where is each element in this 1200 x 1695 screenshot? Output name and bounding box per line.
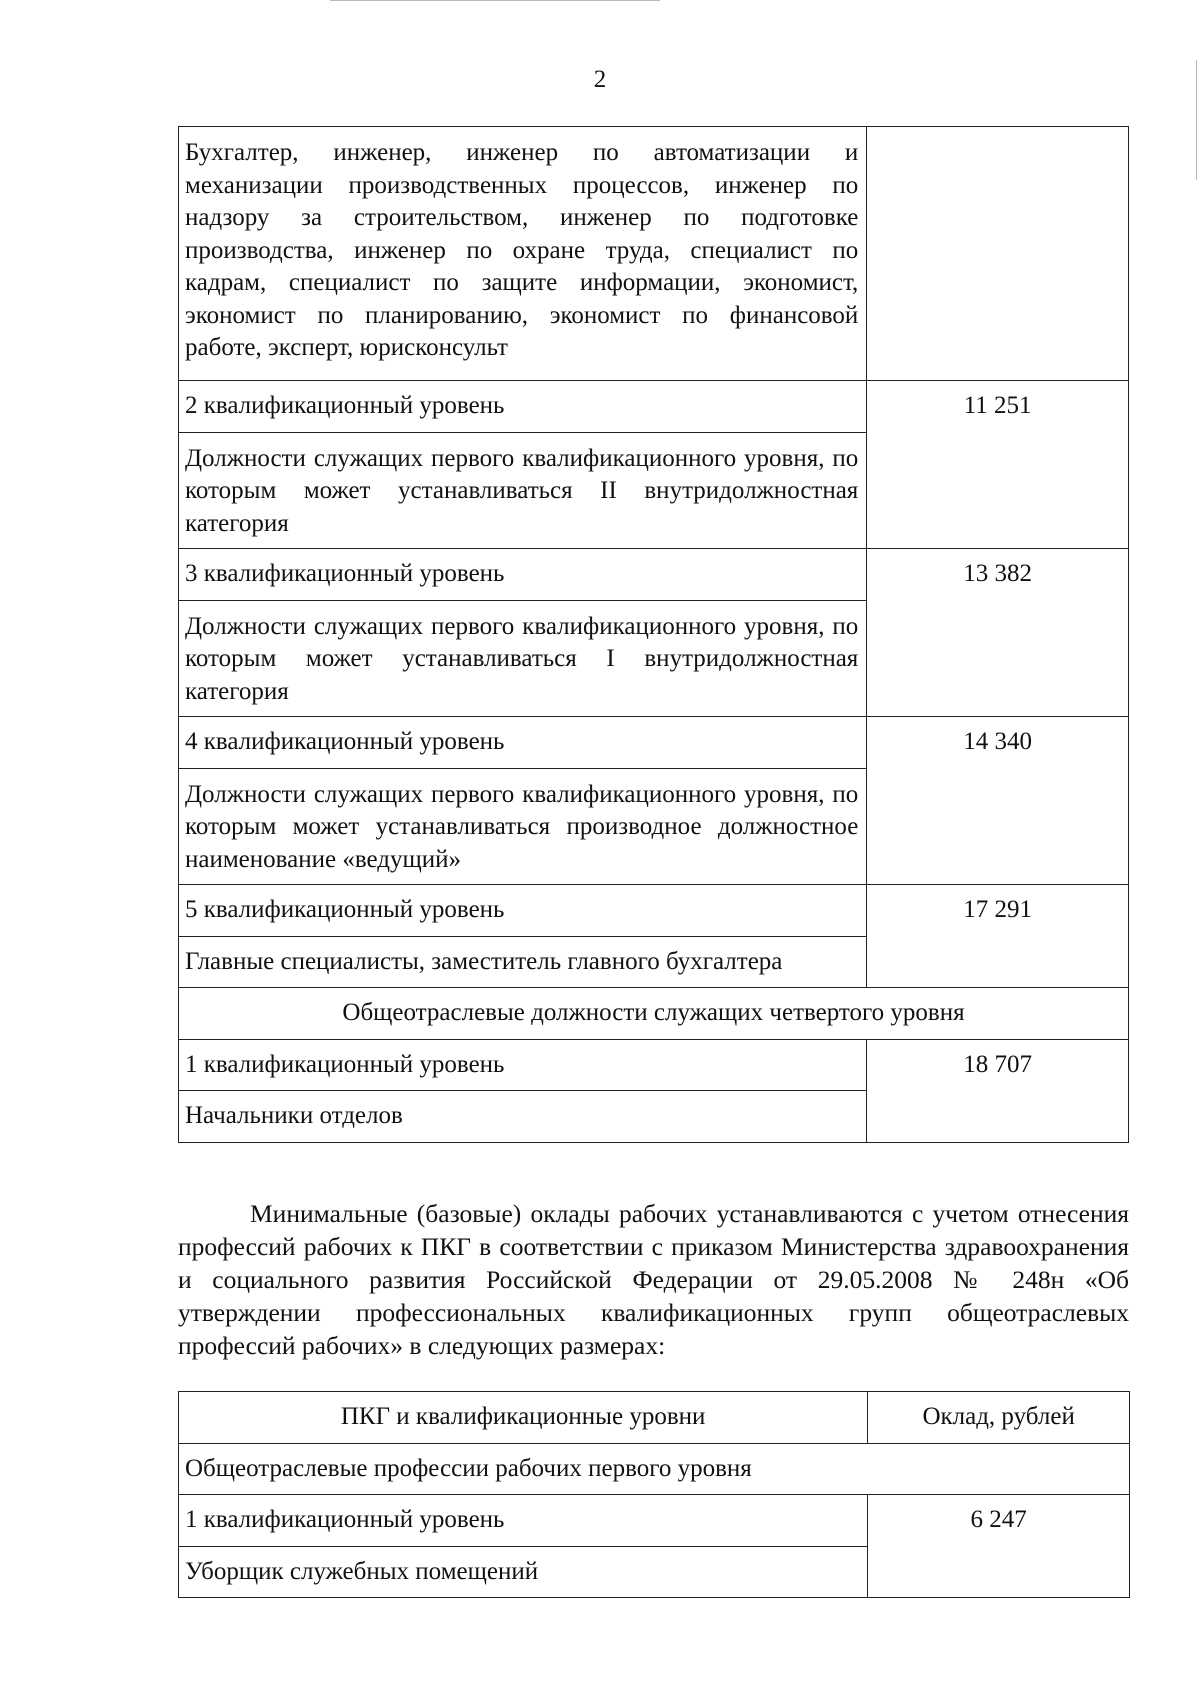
salary-cell: 18 707	[867, 1039, 1129, 1142]
salary-cell: 13 382	[867, 549, 1129, 717]
positions-cell: Главные специалисты, заместитель главного бухгалтера	[179, 936, 867, 988]
level-cell: 1 квалификационный уровень	[179, 1495, 868, 1547]
level-cell: 5 квалификационный уровень	[179, 885, 867, 937]
salary-table-workers	[178, 1391, 1130, 1598]
header-qualification-levels: ПКГ и квалификационные уровни	[179, 1392, 868, 1444]
salary-cell: 6 247	[868, 1495, 1130, 1598]
level-cell: 1 квалификационный уровень	[179, 1039, 867, 1091]
positions-cell: Должности служащих первого квалификационного уровня, по которым может устанавливаться I внутридолжностная категория	[179, 600, 867, 717]
table-row	[179, 549, 1129, 601]
salary-cell: 14 340	[867, 717, 1129, 885]
positions-cell: Бухгалтер, инженер, инженер по автоматизации и механизации производственных процессов, инженер по надзору за строительством, инженер по подготовке производства, инженер по охране труда, специалист по кадрам, специалист по защите информации, экономист, экономист по планированию, экономист по финансовой работе, эксперт, юрисконсульт	[179, 127, 867, 381]
table-row	[179, 381, 1129, 433]
scan-edge-mark	[330, 0, 660, 1]
positions-cell: Начальники отделов	[179, 1091, 867, 1143]
level-cell: 4 квалификационный уровень	[179, 717, 867, 769]
table-row	[179, 1443, 1130, 1495]
body-paragraph: Минимальные (базовые) оклады рабочих устанавливаются с учетом отнесения профессий рабочих к ПКГ в соответствии с приказом Министерства здравоохранения и социального развития Российской Федерации от 29.05.2008 № 248н «Об утверждении профессиональных квалификационных групп общеотраслевых профессий рабочих» в следующих размерах:	[178, 1199, 1129, 1360]
salary-table-employees	[178, 126, 1129, 1143]
header-salary: Оклад, рублей	[868, 1392, 1130, 1444]
table-header-row	[179, 1392, 1130, 1444]
positions-cell: Уборщик служебных помещений	[179, 1546, 868, 1598]
salary-cell: 17 291	[867, 885, 1129, 988]
table-row	[179, 1495, 1130, 1547]
table-row	[179, 1039, 1129, 1091]
table-row	[179, 885, 1129, 937]
salary-cell: 11 251	[867, 381, 1129, 549]
group-title-cell: Общеотраслевые профессии рабочих первого уровня	[179, 1443, 1130, 1495]
level-cell: 2 квалификационный уровень	[179, 381, 867, 433]
level-cell: 3 квалификационный уровень	[179, 549, 867, 601]
page-number: 2	[593, 66, 607, 93]
table-row	[179, 988, 1129, 1040]
group-title-cell: Общеотраслевые должности служащих четвертого уровня	[179, 988, 1129, 1040]
empty-salary-cell	[867, 127, 1129, 381]
table-row	[179, 717, 1129, 769]
positions-cell: Должности служащих первого квалификационного уровня, по которым может устанавливаться производное должностное наименование «ведущий»	[179, 768, 867, 885]
positions-cell: Должности служащих первого квалификационного уровня, по которым может устанавливаться II внутридолжностная категория	[179, 432, 867, 549]
table-row	[179, 127, 1129, 381]
